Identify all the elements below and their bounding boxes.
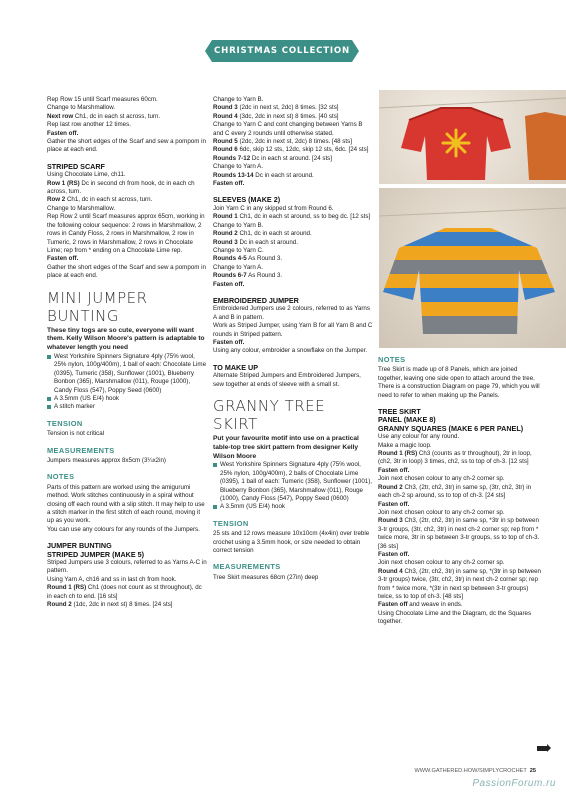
row-1-instruction: Row 1 (RS) Dc in second ch from hook, dc in each ch across, turn. [47,179,195,196]
row-2-instruction: Row 2 Ch1, dc in each st across, turn. [47,196,153,204]
next-row-text: Ch1, dc in each st across, turn. [73,112,161,120]
embroidered-text-1: Embroidered Jumpers use 2 colours, referred to as Yarns A and B in pattern. [213,305,370,321]
notes-text-2: There is a construction Diagram on page 79, which you will need to refer to when making up the Panels. [378,383,540,399]
change-marshmallow: Change to Marshmallow. [47,204,116,212]
notes-text-2: You can use any colours for any rounds of the Jumpers. [47,525,200,533]
fasten-off-4: Fasten off. [213,280,245,288]
change-yarn-c: Change to Yarn C and cont changing between Yarns B and C every 2 rounds until otherwise stated. [213,121,363,137]
measurements-text: Jumpers measures approx 8x5cm (3¼x2in) [47,456,166,464]
round-1-instruction: Round 1 (RS) Ch1 (does not count as st throughout), dc in each ch to end. [16 sts] [47,584,202,600]
round-5-instruction: Round 5 (2dc, 2dc in next st, 2dc) 8 times. [48 sts] [213,138,352,146]
next-row-label: Next row [47,112,74,120]
fasten-weave: Fasten off and weave in ends. [378,601,463,609]
notes-heading: NOTES [378,355,406,364]
sleeve-join: Join Yarn C in any skipped st from Round 6. [213,204,334,212]
fasten-off-7: Fasten off. [378,500,410,508]
measurements-heading: MEASUREMENTS [47,445,115,455]
granny-squares-heading: GRANNY SQUARES (MAKE 6 PER PANEL) [378,423,524,433]
change-yarn-a: Change to Yarn A. [213,163,263,171]
notes-text: Parts of this pattern are worked using the amigurumi method. Work stitches continuously in a spiral without closing off each round with a slip stitch. It may help to use a stitch marker in the first stitch of each round, moving it up as you work. [47,483,205,525]
gs-text-2: Make a magic loop. [378,441,432,449]
fasten-off-2: Fasten off. [47,255,79,263]
rounds-7-12-instruction: Rounds 7-12 Dc in each st around. [24 sts] [213,154,332,162]
notes-heading: NOTES [47,472,75,482]
striped-jumper-text-1: Striped Jumpers use 3 colours, referred to as Yarns A-C in pattern. [47,559,207,575]
round-4-instruction: Round 4 (3dc, 2dc in next st) 8 times. [40 sts] [213,112,339,120]
fasten-off-5: Fasten off. [213,338,245,346]
tension-heading: TENSION [213,518,249,528]
continue-arrow-icon [537,746,547,751]
striped-jumper-illustration [379,188,566,348]
make-up-text: Alternate Striped Jumpers and Embroidered Jumpers, sew together at ends of sleeve with a small st. [213,372,361,388]
red-jumper-illustration [379,90,566,184]
embroidered-text-2: Work as Striped Jumper, using Yarn B for all Yarn B and C rounds in Striped pattern. [213,322,373,338]
measurements-text: Tree Skirt measures 68cm (27in) deep [213,573,319,581]
watermark: PassionForum.ru [472,778,556,789]
panel-heading: PANEL (MAKE 8) [378,415,436,425]
granny-round-4: Round 4 Ch3, (2tr, ch2, 3tr) in same sp, *(3tr in sp between 3-tr groups) twice, (3tr, ch2, 3tr) in next ch-2 corner sp; rep from * twice more, *(3tr in next sp between 3-tr groups) twice, ss to top of ch-3. [48 sts] [378,567,541,600]
granny-round-2: Round 2 Ch3, (2tr, ch2, 3tr) in same sp, (3tr, ch2, 3tr) in each ch-2 sp around, ss to top of ch-3. [24 sts] [378,483,532,500]
join-text: Join next chosen colour to any ch-2 corner sp. [378,475,505,483]
round-6-instruction: Round 6 6dc, skip 12 sts, 12dc, skip 12 sts, 6dc. [24 sts] [213,146,369,154]
striped-jumper-photo [379,188,566,348]
sleeve-round-1: Round 1 Ch1, dc in each st around, ss to beg dc. [12 sts] [213,213,371,221]
granny-tree-skirt-title: GRANNY TREE SKIRT [213,397,326,433]
footer-url: WWW.GATHERED.HOW/SIMPLYCROCHET [414,768,527,774]
materials-bullet: A 3.5mm (US E/4) hook [47,395,207,403]
notes-text: Tree Skirt is made up of 8 Panels, which are joined together, leaving one side open to attach around the tree. [378,366,535,382]
sleeves-heading: SLEEVES (MAKE 2) [213,195,281,205]
materials-bullet: West Yorkshire Spinners Signature 4ply (75% wool, 25% nylon, 100g/400m), 2 balls of Chocolate Lime (0395), 1 ball of each: Tumeric (358), Sunflower (1001), Blueberry Bonbon (365), Marshmallow (011), Rouge (1000), Candy Floss (547), Poppy Seed (0600) [213,461,373,503]
measurements-heading: MEASUREMENTS [213,562,281,572]
section-banner: CHRISTMAS COLLECTION [212,40,352,62]
column-2 [213,96,373,582]
sleeve-change-a: Change to Yarn A. [213,263,263,271]
red-jumper-photo [379,90,566,184]
materials-bullet: A 3.5mm (US E/4) hook [213,503,373,511]
sleeve-rounds-4-5: Rounds 4-5 As Round 3. [213,255,283,263]
sleeve-round-3: Round 3 Dc in each st around. [213,238,298,246]
make-up-heading: TO MAKE UP [213,362,258,372]
granny-lead: Put your favourite motif into use on a practical table-top tree skirt pattern from designer Kelly Wilson Moore [213,435,359,460]
fasten-off-1: Fasten off. [47,129,79,137]
rep-row-2-text: Rep Row 2 until Scarf measures approx 65cm, working in the following colour sequence: 2 rows in Marshmallow, 2 rows in Candy Floss, 2 rows in Marshmallow, 2 row in Tumeric, 2 rows in Marshmallow, 2 rows in Chocolate Lime; rep from * ending on a Chocolate Lime rep. [47,213,205,254]
next-row-instruction [47,113,207,121]
granny-round-3: Round 3 Ch3, (2tr, ch2, 3tr) in same sp, *3tr in sp between 3-tr groups, (3tr, ch2, 3tr) in next ch-2 corner sp; rep from * twice more, 3tr in sp between 3-tr groups, ss to top of ch-3. [36 sts] [378,517,540,550]
final-text: Using Chocolate Lime and the Diagram, dc the Squares together. [378,609,532,626]
rep-last-row: Rep last row another 12 times. [47,121,131,129]
sleeve-change-b: Change to Yarn B. [213,221,264,229]
change-yarn-b: Change to Yarn B. [213,96,264,103]
jumper-bunting-heading: JUMPER BUNTING [47,541,112,551]
striped-using: Using Chocolate Lime, ch11. [47,171,126,179]
page-number: 25 [529,768,536,774]
gather-text-1: Gather the short edges of the Scarf and sew a pompom in place at each end. [47,138,206,154]
sleeve-round-2: Round 2 Ch1, dc in each st around. [213,230,312,238]
fasten-off-8: Fasten off. [378,550,410,558]
embroidered-heading: EMBROIDERED JUMPER [213,295,299,305]
mini-jumper-title: MINI JUMPER BUNTING [47,288,148,325]
tension-text: 25 sts and 12 rows measure 10x10cm (4x4in) over treble crochet using a 3.5mm hook, or size needed to obtain correct tension [213,530,370,555]
striped-scarf-heading: STRIPED SCARF [47,161,105,171]
mini-jumper-lead: These tiny togs are so cute, everyone will want them. Kelly Wilson Moore's pattern is adaptable to whatever length you need [47,326,205,352]
fasten-off-3: Fasten off. [213,180,245,188]
sleeve-change-c: Change to Yarn C. [213,246,264,254]
column-3 [378,356,543,627]
tension-heading: TENSION [47,418,83,428]
round-2-instruction: Round 2 (1dc, 2dc in next st) 8 times. [24 sts] [47,601,173,609]
tree-skirt-heading: TREE SKIRT [378,407,421,417]
tension-text: Tension is not critical [47,430,105,438]
materials-bullet: A stitch marker [47,403,207,411]
page-footer [0,767,566,775]
rounds-13-14-instruction: Rounds 13-14 Dc in each st around. [213,171,314,179]
round-3-instruction: Round 3 (2dc in next st, 2dc) 8 times. [32 sts] [213,104,339,112]
gs-text-1: Use any colour for any round. [378,433,460,441]
materials-bullet: West Yorkshire Spinners Signature 4ply (75% wool, 25% nylon, 100g/400m), 1 ball of each: Chocolate Lime (0395), Tumeric (358), Sunflower (1001), Blueberry Bonbon (365), Marshmallow (011), Rouge (1000), Candy Floss (547), Poppy Seed (0600) [47,353,207,395]
join-text: Join next chosen colour to any ch-2 corner sp. [378,508,505,516]
sleeve-rounds-6-7: Rounds 6-7 As Round 3. [213,272,283,280]
intro-line-2: Change to Marshmallow. [47,104,116,112]
fasten-off-6: Fasten off. [378,466,410,474]
granny-round-1: Round 1 (RS) Ch3 (counts as tr throughout), 2tr in loop, (ch2, 3tr in loop) 3 times, ch2, ss to top of ch-3. [12 sts] [378,450,532,466]
embroidered-text-3: Using any colour, embroider a snowflake on the Jumper. [213,347,368,355]
striped-jumper-heading: STRIPED JUMPER (MAKE 5) [47,549,145,559]
join-text: Join next chosen colour to any ch-2 corner sp. [378,559,505,567]
gather-text-2: Gather the short edges of the Scarf and sew a pompom in place at each end. [47,263,206,280]
column-1 [47,96,207,609]
intro-line-1: Rep Row 15 until Scarf measures 60cm. [47,96,158,103]
striped-jumper-text-2: Using Yarn A, ch16 and ss in last ch from hook. [47,575,177,583]
